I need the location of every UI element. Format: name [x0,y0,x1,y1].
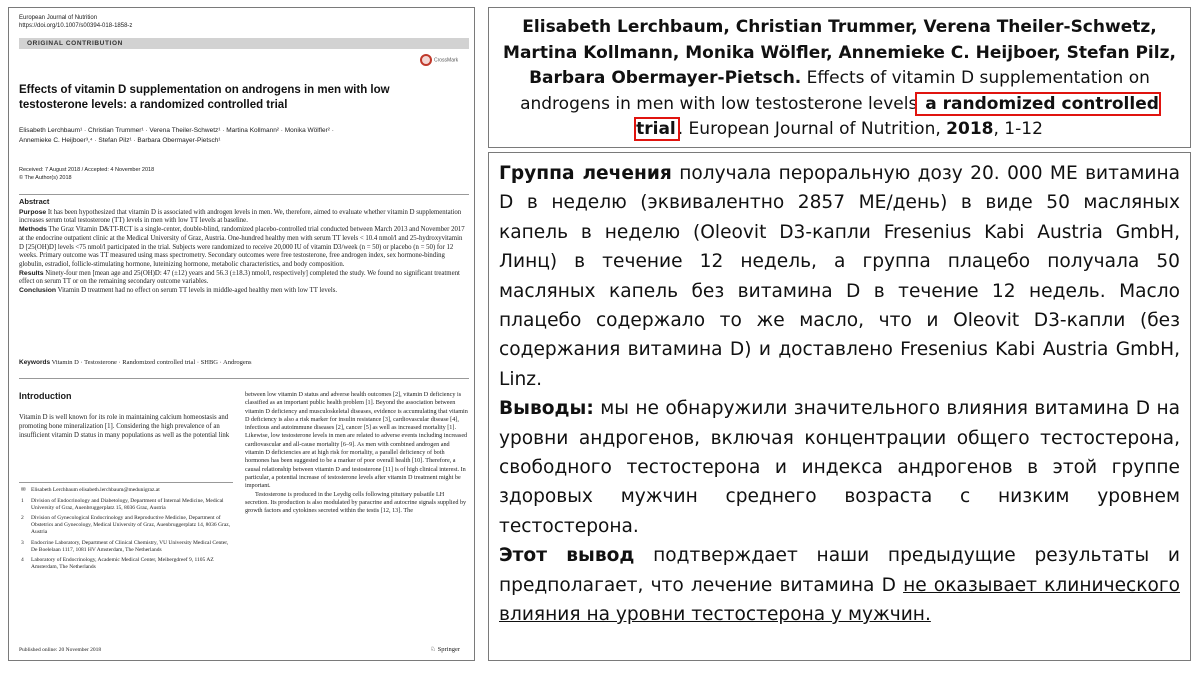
abstract-label: Methods [19,226,47,234]
authors-line: Annemieke C. Heijboer³,⁴ · Stefan Pilz¹ · Barbara Obermayer-Pietsch¹ [19,137,221,144]
summary-text: подтверждает наши предыдущие результаты и предполагает, что лечение витамина D [499,545,1180,596]
intro-paragraph: Testosterone is produced in the Leydig cells following pituitary pulsatile LH secretion. Its production is also modulated by paracrine and autocrine signals supplied by growth factors and cytokines secreted within the testis [12, 13]. The [245,490,467,515]
keywords [19,359,467,366]
summary-paragraph-implication [499,541,1180,629]
summary-paragraph-treatment [499,159,1180,394]
keywords-text: Vitamin D · Testosterone · Randomized controlled trial · SHBG · Androgens [51,359,252,366]
abstract-text: The Graz Vitamin D&TT-RCT is a single-center, double-blind, randomized placebo-controlled trial conducted between March 2013 and November 2017 at the endocrine outpatient clinic at the Medical University of Graz, Austria. One-hundred healthy men with serum TT levels < 10.4 nmol/l and 25-hydroxyvitamin D [25(OH)D] levels <75 nmol/l participated in the trial. Subjects were randomized to receive 20,000 IU of vitamin D3/week (n = 50) or placebo (n = 50) for 12 weeks. Primary outcome was TT measured using mass spectrometry. Secondary outcomes were free testosterone, free androgen index, sex hormone-binding globulin, estradiol, follicle-stimulating hormone, luteinizing hormone, metabolic characteristics, and body composition. [19,226,465,268]
journal-name: European Journal of Nutrition [19,15,98,21]
note-bullet: 4 [21,557,24,564]
citation-year: 2018 [946,119,994,139]
note-text: Division of Gynecological Endocrinology and Reproductive Medicine, Department of Obstetrics and Gynecology, Medical University of Graz, Auenbruggerplatz 14, 8036 Graz, Austria [31,515,231,535]
doi-link[interactable]: https://doi.org/10.1007/s00394-018-1858-z [19,23,133,29]
affiliation-notes [19,482,233,575]
note-item [19,515,233,535]
section-label: ORIGINAL CONTRIBUTION [27,40,123,47]
divider [19,378,469,379]
note-item [19,557,233,571]
keywords-label: Keywords [19,359,51,366]
abstract-label: Purpose [19,208,47,216]
citation-title-highlight: a randomized controlled trial [636,93,1159,139]
crossmark-icon [420,54,432,66]
abstract-item [19,226,467,270]
divider [19,194,469,195]
citation-title: Effects of vitamin D supplementation on androgens in men with low testosterone levels [520,68,1150,114]
crossmark-badge[interactable] [420,54,470,68]
citation-box [488,7,1191,148]
paper-first-page [8,7,475,661]
note-bullet: ✉ [21,487,26,493]
summary-lead: Группа лечения [499,163,672,184]
publisher-logo [430,645,460,653]
citation-authors: Elisabeth Lerchbaum, Christian Trummer, Verena Theiler-Schwetz, Martina Kollmann, Monika Wölfler, Annemieke C. Heijboer, Stefan Pilz, Barbara Obermayer-Pietsch. [503,17,1176,88]
abstract-item [19,287,467,296]
note-item [19,498,233,512]
abstract-item [19,270,467,287]
abstract-label: Conclusion [19,287,57,295]
copyright: © The Author(s) 2018 [19,175,72,181]
note-item [19,487,233,494]
section-bar [19,38,469,49]
note-text: Laboratory of Endocrinology, Academic Medical Center, Meibergdreef 9, 1105 AZ Amsterdam, The Netherlands [31,557,214,571]
abstract [19,198,467,296]
abstract-text: Vitamin D treatment had no effect on serum TT levels in middle-aged healthy men with low TT levels. [57,287,338,295]
published-date: Published online: 20 November 2018 [19,647,102,653]
abstract-text: Ninety-four men [mean age and 25(OH)D: 47 (±12) years and 56.3 (±18.3) nmol/l, respectively] completed the study. We found no significant treatment effect on serum TT or on the remaining secondary outcome variables. [19,269,460,286]
summary-paragraph-conclusions [499,394,1180,541]
intro-column-2 [245,391,469,515]
citation-pages: , 1-12 [993,119,1043,139]
summary-text: мы не обнаружили значительного влияния витамина D на уровни андрогенов, включая концентрации общего тестостерона, свободного тестостерона и индекса андрогенов в этой группе здоровых мужчин среднего возраста с низким уровнем тестостерона. [499,398,1180,537]
summary-lead: Этот вывод [499,545,635,567]
authors-line: Elisabeth Lerchbaum¹ · Christian Trummer¹ · Verena Theiler-Schwetz¹ · Martina Kollmann² · Monika Wölfler² · [19,127,334,134]
paper-dates [19,166,154,182]
citation-journal: . European Journal of Nutrition, [677,119,947,139]
note-item [19,540,233,554]
intro-column-1: Vitamin D is well known for its role in maintaining calcium homeostasis and promoting bone mineralization [1]. Considering the high prevalence of an insufficient vitamin D status in many populations as well as the potential link [19,414,230,439]
note-text: Elisabeth Lerchbaum elisabeth.lerchbaum@medunigraz.at [31,487,160,493]
abstract-label: Results [19,269,44,277]
intro-heading: Introduction [19,391,72,401]
abstract-item [19,209,467,226]
paper-title: Effects of vitamin D supplementation on androgens in men with low testosterone levels: a randomized controlled trial [19,84,390,111]
paper-authors [19,126,464,146]
abstract-text: It has been hypothesized that vitamin D is associated with androgen levels in men. We, therefore, aimed to evaluate whether vitamin D supplementation increases serum total testosterone (TT) levels in men with low TT levels at baseline. [19,208,462,225]
note-text: Endocrine Laboratory, Department of Clinical Chemistry, VU University Medical Center, De Boelelaan 1117, 1081 HV Amsterdam, The Netherlands [31,539,229,553]
crossmark-label: CrossMark [434,57,459,64]
intro-paragraph: between low vitamin D status and adverse health outcomes [2], vitamin D deficiency is classified as an important public health problem [1]. Beyond the association between vitamin D deficiency and musculoskeletal diseases, evidence is accumulating that vitamin D deficiency is also a risk marker for insulin resistance [3], cardiovascular disease [4], infectious and autoimmune diseases [2], cancer [5] as well as increased mortality [1]. Likewise, low testosterone levels in men are related to adverse events including increased cardiovascular and all-cause mortality [6–9]. As men with combined androgen and vitamin D deficiencies are at high risk for mortality, a parallel deficiency of both hormones has been suggested to be a marker of poor overall health [10]. Therefore, a causal relationship between vitamin D and testosterone [11] is of high clinical interest. In particular, a potential increase of testosterone levels after vitamin D treatment might be important. [245,391,468,490]
note-bullet: 3 [21,539,24,546]
note-bullet: 1 [21,497,24,504]
summary-box [488,152,1191,661]
springer-horse-icon: ♘ [430,646,436,653]
abstract-heading: Abstract [19,197,50,206]
note-text: Division of Endocrinology and Diabetology, Department of Internal Medicine, Medical University of Graz, Auenbruggerplatz 15, 8036 Graz, Austria [31,497,224,511]
received-date: Received: 7 August 2018 / Accepted: 4 November 2018 [19,167,155,173]
summary-lead: Выводы: [499,398,594,420]
note-bullet: 2 [21,515,24,522]
summary-text: получала пероральную дозу 20. 000 МЕ витамина D в неделю (эквивалентно 2857 МЕ/день) в виде 50 масляных капель в неделю (Oleovit D3-капли Fresenius Kabi Austria GmbH, Линц) в течение 12 недель, а группа плацебо получала 50 масляных капель без витамина D в течение 12 недель. Масло плацебо содержало то же масло, что и Oleovit D3-капли (без содержания витамина D) и доставлено Fresenius Kabi Austria GmbH, Linz. [499,163,1181,390]
publisher-name: Springer [437,646,460,653]
summary-underlined-text: не оказывает клинического влияния на уровни тестостерона у мужчин. [499,574,1180,626]
